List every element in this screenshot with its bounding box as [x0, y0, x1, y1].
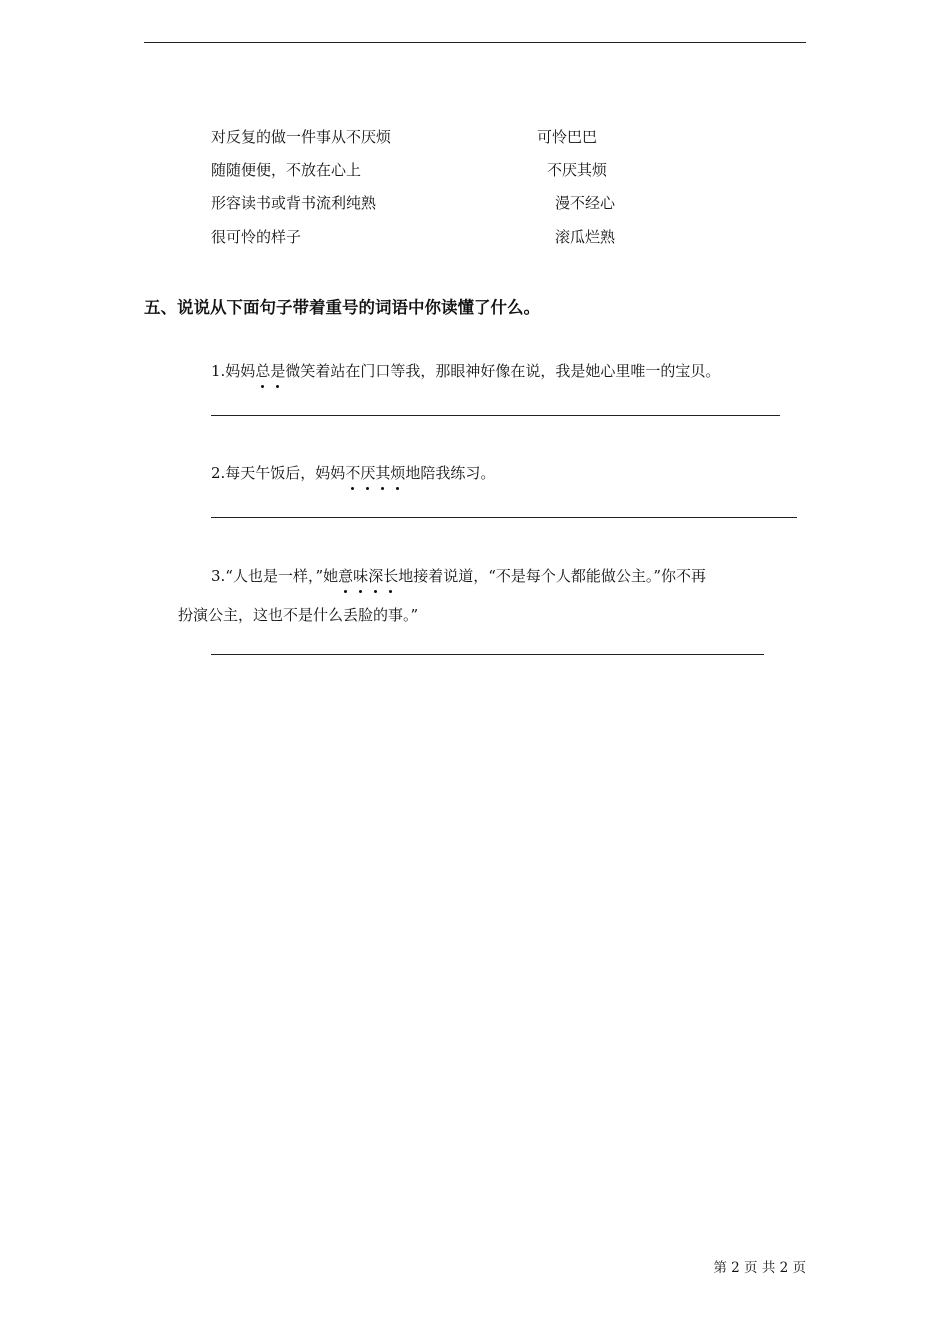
emphasis-char: 长: [383, 567, 399, 585]
match-left-2: 随随便便，不放在心上: [211, 161, 362, 179]
match-left-1: 对反复的做一件事从不厌烦: [211, 128, 392, 146]
answer-line-2[interactable]: [211, 517, 797, 518]
page-footer: 第 2 页 共 2 页: [713, 1260, 806, 1276]
emphasis-char: 烦: [390, 464, 406, 482]
match-right-1: 可怜巴巴: [537, 128, 598, 146]
answer-line-1[interactable]: [211, 415, 780, 416]
emphasis-char: 深: [368, 567, 384, 585]
match-left-4: 很可怜的样子: [211, 228, 302, 246]
answer-line-3[interactable]: [211, 654, 764, 655]
match-right-3: 漫不经心: [555, 194, 616, 212]
emphasis-char: 厌: [360, 464, 376, 482]
emphasis-char: 意: [338, 567, 354, 585]
emphasis-char: 味: [353, 567, 369, 585]
match-right-4: 滚瓜烂熟: [555, 228, 616, 246]
header-rule: [144, 42, 806, 43]
emphasis-char: 总: [255, 362, 271, 380]
emphasis-char: 是: [270, 362, 286, 380]
emphasis-char: 不: [345, 464, 361, 482]
emphasis-char: 其: [375, 464, 391, 482]
match-left-3: 形容读书或背书流利纯熟: [211, 194, 377, 212]
question-1: 1.妈妈总是微笑着站在门口等我，那眼神好像在说，我是她心里唯一的宝贝。: [211, 362, 721, 380]
question-3: 3.“人也是一样，”她意味深长地接着说道，“不是每个人都能做公主。”你不再: [211, 567, 707, 585]
question-2: 2.每天午饭后，妈妈不厌其烦地陪我练习。: [211, 464, 496, 482]
question-3-line-2: 扮演公主，这也不是什么丢脸的事。”: [178, 606, 419, 624]
match-right-2: 不厌其烦: [547, 161, 608, 179]
section-title: 五、说说从下面句子带着重号的词语中你读懂了什么。: [144, 298, 540, 317]
